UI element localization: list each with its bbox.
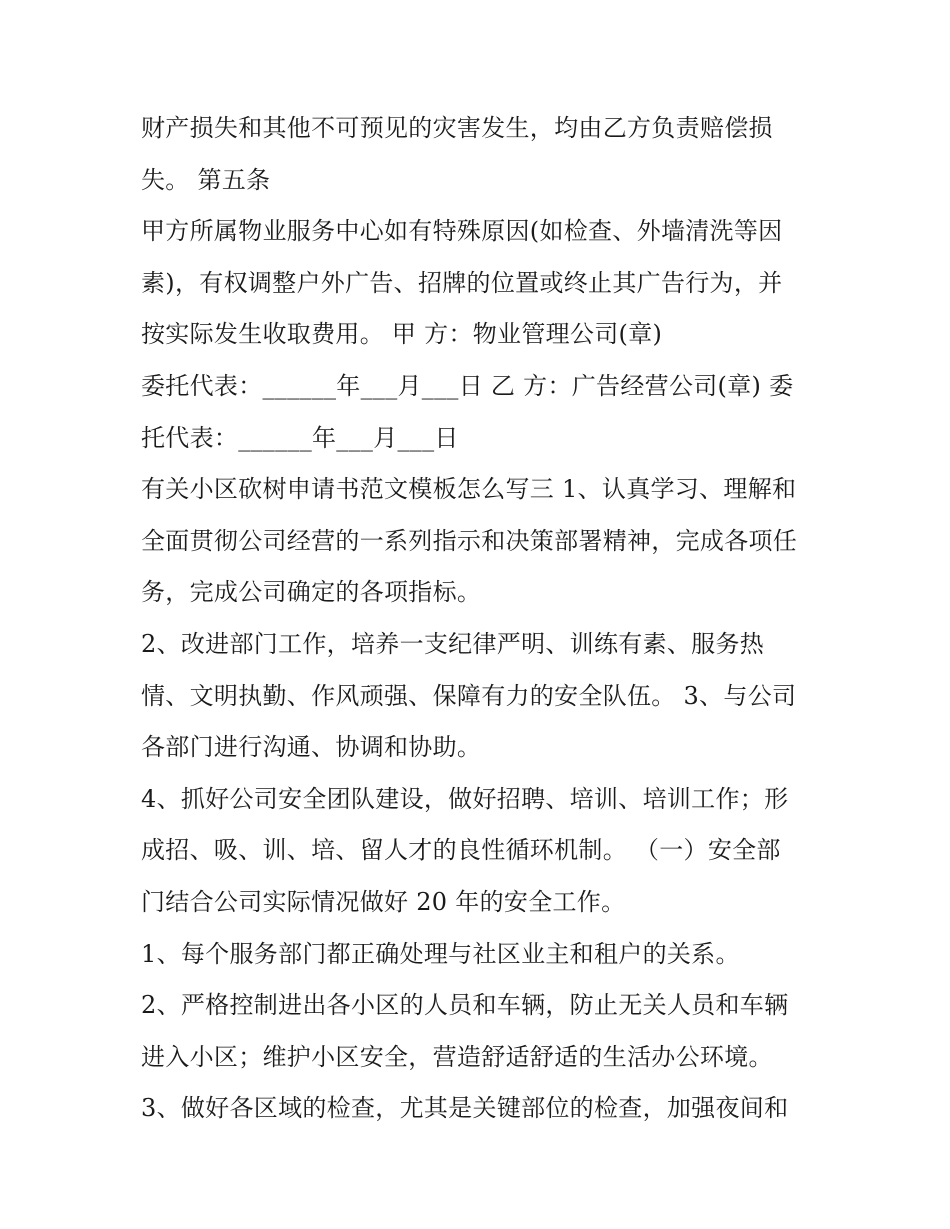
text-line: 甲方所属物业服务中心如有特殊原因(如检查、外墙清洗等因 <box>141 217 783 246</box>
text-line: 素)，有权调整户外广告、招牌的位置或终止其广告行为，并 <box>141 268 783 297</box>
text-line: 有关小区砍树申请书范文模板怎么写三 1、认真学习、理解和 <box>141 475 797 504</box>
text-line: 1、每个服务部门都正确处理与社区业主和租户的关系。 <box>141 939 740 968</box>
text-line: 按实际发生收取费用。 甲 方：物业管理公司(章) <box>141 320 663 349</box>
text-line: 财产损失和其他不可预见的灾害发生，均由乙方负责赔偿损 <box>141 114 773 142</box>
text-line: 进入小区；维护小区安全，营造舒适舒适的生活办公环境。 <box>141 1042 773 1071</box>
text-line: 4、抓好公司安全团队建设，做好招聘、培训、培训工作；形 <box>141 784 789 813</box>
text-line: 3、做好各区域的检查，尤其是关键部位的检查，加强夜间和 <box>141 1094 789 1123</box>
text-line: 务，完成公司确定的各项指标。 <box>141 578 482 607</box>
text-line: 失。 第五条 <box>141 165 271 194</box>
text-line: 2、严格控制进出各小区的人员和车辆，防止无关人员和车辆 <box>141 991 789 1020</box>
text-line: 门结合公司实际情况做好 20 年的安全工作。 <box>141 887 626 916</box>
text-line: 各部门进行沟通、协调和协助。 <box>141 733 482 762</box>
text-line: 委托代表：______年___月___日 乙 方：广告经营公司(章) 委 <box>141 371 794 400</box>
text-line: 成招、吸、训、培、留人才的良性循环机制。 （一）安全部 <box>141 836 781 865</box>
text-line: 情、文明执勤、作风顽强、保障有力的安全队伍。 3、与公司 <box>141 681 797 710</box>
text-line: 全面贯彻公司经营的一系列指示和决策部署精神，完成各项任 <box>141 526 798 555</box>
text-line: 2、改进部门工作，培养一支纪律严明、训练有素、服务热 <box>141 629 765 658</box>
document-body <box>141 103 821 1135</box>
text-line: 托代表：______年___月___日 <box>141 423 459 452</box>
